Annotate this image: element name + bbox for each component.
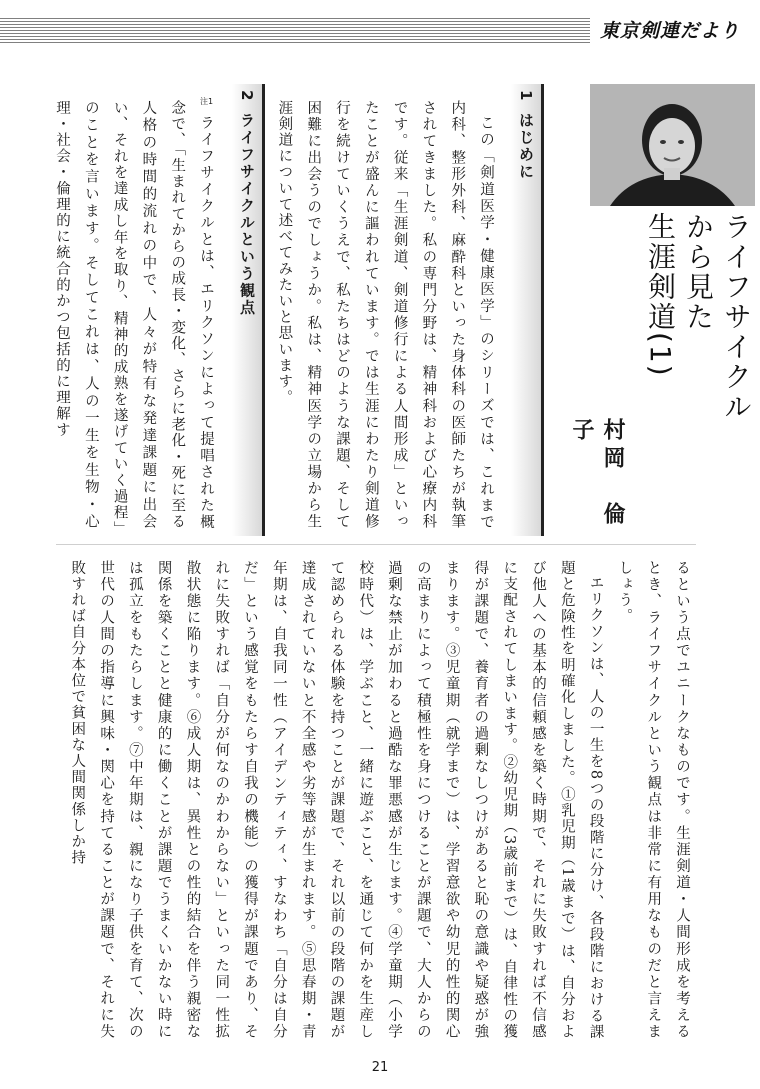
author-photo (590, 84, 755, 206)
section-2-heading (232, 84, 265, 536)
section-1-heading (511, 84, 544, 536)
article-title (585, 212, 755, 422)
page-number: 21 (371, 1060, 389, 1075)
section-2-paragraph: ライフサイクルとは、エリクソンによって提唱された概念で、「生まれてからの成長・変化、さらに老化・死に至る人格の時間的流れの中で、人々が特有な発達課題に出会い、それを達成し年を取り、精神的成熟を遂げていく過程」のことを言います。そしてこれは、人の一生を生物・心理・社会・倫理的に統合的かつ包括的に理解す (54, 100, 214, 530)
magazine-title: 東京剣連だより (590, 14, 740, 48)
author-portrait-icon (590, 84, 755, 206)
author-name: 村岡 倫子 (569, 418, 625, 530)
section-1-number: 1 (517, 90, 535, 103)
section-1-title: はじめに (517, 112, 535, 181)
section-2-body (54, 100, 220, 530)
lower-paragraph-2: エリクソンは、人の一生を8つの段階に分け、各段階における課題と危険性を明確化しました。①乳児期（1歳まで）は、自分および他人への基本的信頼感を築く時期で、それに失敗すれば不信感に支配されてしまいます。②幼児期（3歳前まで）は、自律性の獲得が課題で、養育者の過剰なしつけがあると恥の意識や疑惑が強まります。③児童期（就学まで）は、学習意欲や幼児的性的関心の高まりによって積極性を身につけることが課題で、大人からの過剰な禁止が加わると過酷な罪悪感が生じます。④学童期（小学校時代）は、学ぶこと、一緒に遊ぶこと、を通じて何かを生産して認められる体験を持つことが課題で、それ以前の段階の課題が達成されていないと不全感や劣等感が生まれます。⑤思春期・青年期は、自我同一性（アイデンティティ、すなわち「自分は自分だ」という感覚をもたらす自我の機能）の獲得が課題であり、それに失敗すれば「自分が何なのかわからない」といった同一性拡散状態に陥ります。⑥成人期は、異性との性的結合を伴う親密な関係を築くことと健康的に働くことが課題でうまくいかない時には孤立をもたらします。⑦中年期は、親になり子供を育て、次の世代の人間の指導に興味・関心を持てることが課題で、それに失敗すれば自分本位で貧困な人間関係しか持 (69, 560, 604, 1041)
header-hatch (0, 18, 600, 44)
title-line-1: ライフサイクルから見た (682, 212, 753, 422)
title-line-2: 生涯剣道(1) (644, 212, 677, 378)
lower-paragraph-1: るという点でユニークなものです。生涯剣道・人間形成を考えるとき、ライフサイクルという観点は非常に有用なものだと言えましょう。 (616, 560, 690, 1040)
footnote-mark: 注1 (200, 97, 214, 106)
lower-body (56, 560, 696, 1040)
section-2-number: 2 (238, 90, 256, 103)
section-1-body (276, 100, 500, 530)
section-1-paragraph: この「剣道医学・健康医学」のシリーズでは、これまで内科、整形外科、麻酔科といった身体科の医師たちが執筆されてきました。私の専門分野は、精神科および心療内科です。従来「生涯剣道、剣道修行による人間形成」といったことが盛んに謳われています。では生涯にわたり剣道修行を続けていくうえで、私たちはどのような課題、そして困難に出会うのでしょうか。私は、精神医学の立場から生涯剣道について述べてみたいと思います。 (276, 100, 494, 530)
section-2-title: ライフサイクルという観点 (238, 112, 256, 317)
header-banner (0, 14, 760, 48)
column-divider (56, 544, 696, 545)
